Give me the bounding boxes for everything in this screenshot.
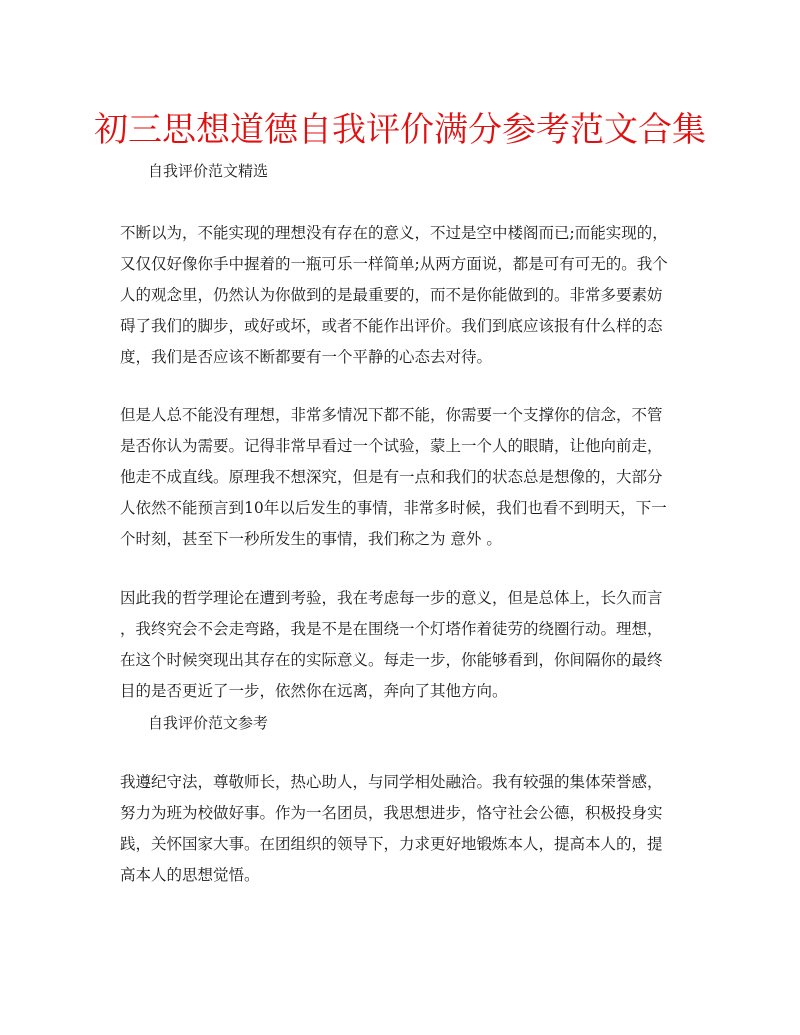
paragraph-4 [120, 767, 690, 891]
paragraph-3 [120, 583, 690, 707]
paragraph-3-line: 因此我的哲学理论在遭到考验，我在考虑每一步的意义，但是总体上，长久而言 [120, 589, 663, 607]
paragraph-2-line: 人依然不能预言到10年以后发生的事情，非常多时候，我们也看不到明天，下一 [120, 499, 667, 517]
paragraph-4-line: 高本人的思想觉悟。 [120, 866, 260, 884]
paragraph-4-line: 努力为班为校做好事。作为一名团员，我思想进步，恪守社会公德，积极投身实 [120, 804, 663, 822]
paragraph-4-line: 践，关怀国家大事。在团组织的领导下，力求更好地锻炼本人，提高本人的，提 [120, 835, 663, 853]
section-heading-selected-samples: 自我评价范文精选 [148, 162, 269, 180]
paragraph-2 [120, 400, 690, 555]
paragraph-2-line: 但是人总不能没有理想，非常多情况下都不能，你需要一个支撑你的信念，不管 [120, 406, 663, 424]
paragraph-2-line: 他走不成直线。原理我不想深究，但是有一点和我们的状态总是想像的，大部分 [120, 468, 663, 486]
document-title: 初三思想道德自我评价满分参考范文合集 [94, 110, 706, 150]
paragraph-1-line: 人的观念里，仍然认为你做到的是最重要的，而不是你能做到的。非常多要素妨 [120, 286, 663, 304]
paragraph-1-line: 又仅仅好像你手中握着的一瓶可乐一样简单;从两方面说，都是可有可无的。我个 [120, 255, 668, 273]
paragraph-3-line: 目的是否更近了一步，依然你在远离，奔向了其他方向。 [120, 682, 508, 700]
paragraph-1-line: 碍了我们的脚步，或好或坏，或者不能作出评价。我们到底应该报有什么样的态 [120, 317, 663, 335]
paragraph-1 [120, 218, 690, 373]
paragraph-2-line: 是否你认为需要。记得非常早看过一个试验，蒙上一个人的眼睛，让他向前走， [120, 437, 663, 455]
paragraph-3-line: ，我终究会不会走弯路，我是不是在围绕一个灯塔作着徒劳的绕圈行动。理想， [120, 620, 663, 638]
paragraph-2-line: 个时刻，甚至下一秒所发生的事情，我们称之为 意外 。 [120, 530, 502, 548]
paragraph-1-line: 度，我们是否应该不断都要有一个平静的心态去对待。 [120, 348, 493, 366]
paragraph-4-line: 我遵纪守法，尊敬师长，热心助人，与同学相处融洽。我有较强的集体荣誉感， [120, 773, 663, 791]
section-heading-reference-sample: 自我评价范文参考 [148, 714, 269, 732]
paragraph-1-line: 不断以为，不能实现的理想没有存在的意义，不过是空中楼阁而已;而能实现的， [120, 224, 668, 242]
paragraph-3-line: 在这个时候突现出其存在的实际意义。每走一步，你能够看到，你间隔你的最终 [120, 651, 663, 669]
